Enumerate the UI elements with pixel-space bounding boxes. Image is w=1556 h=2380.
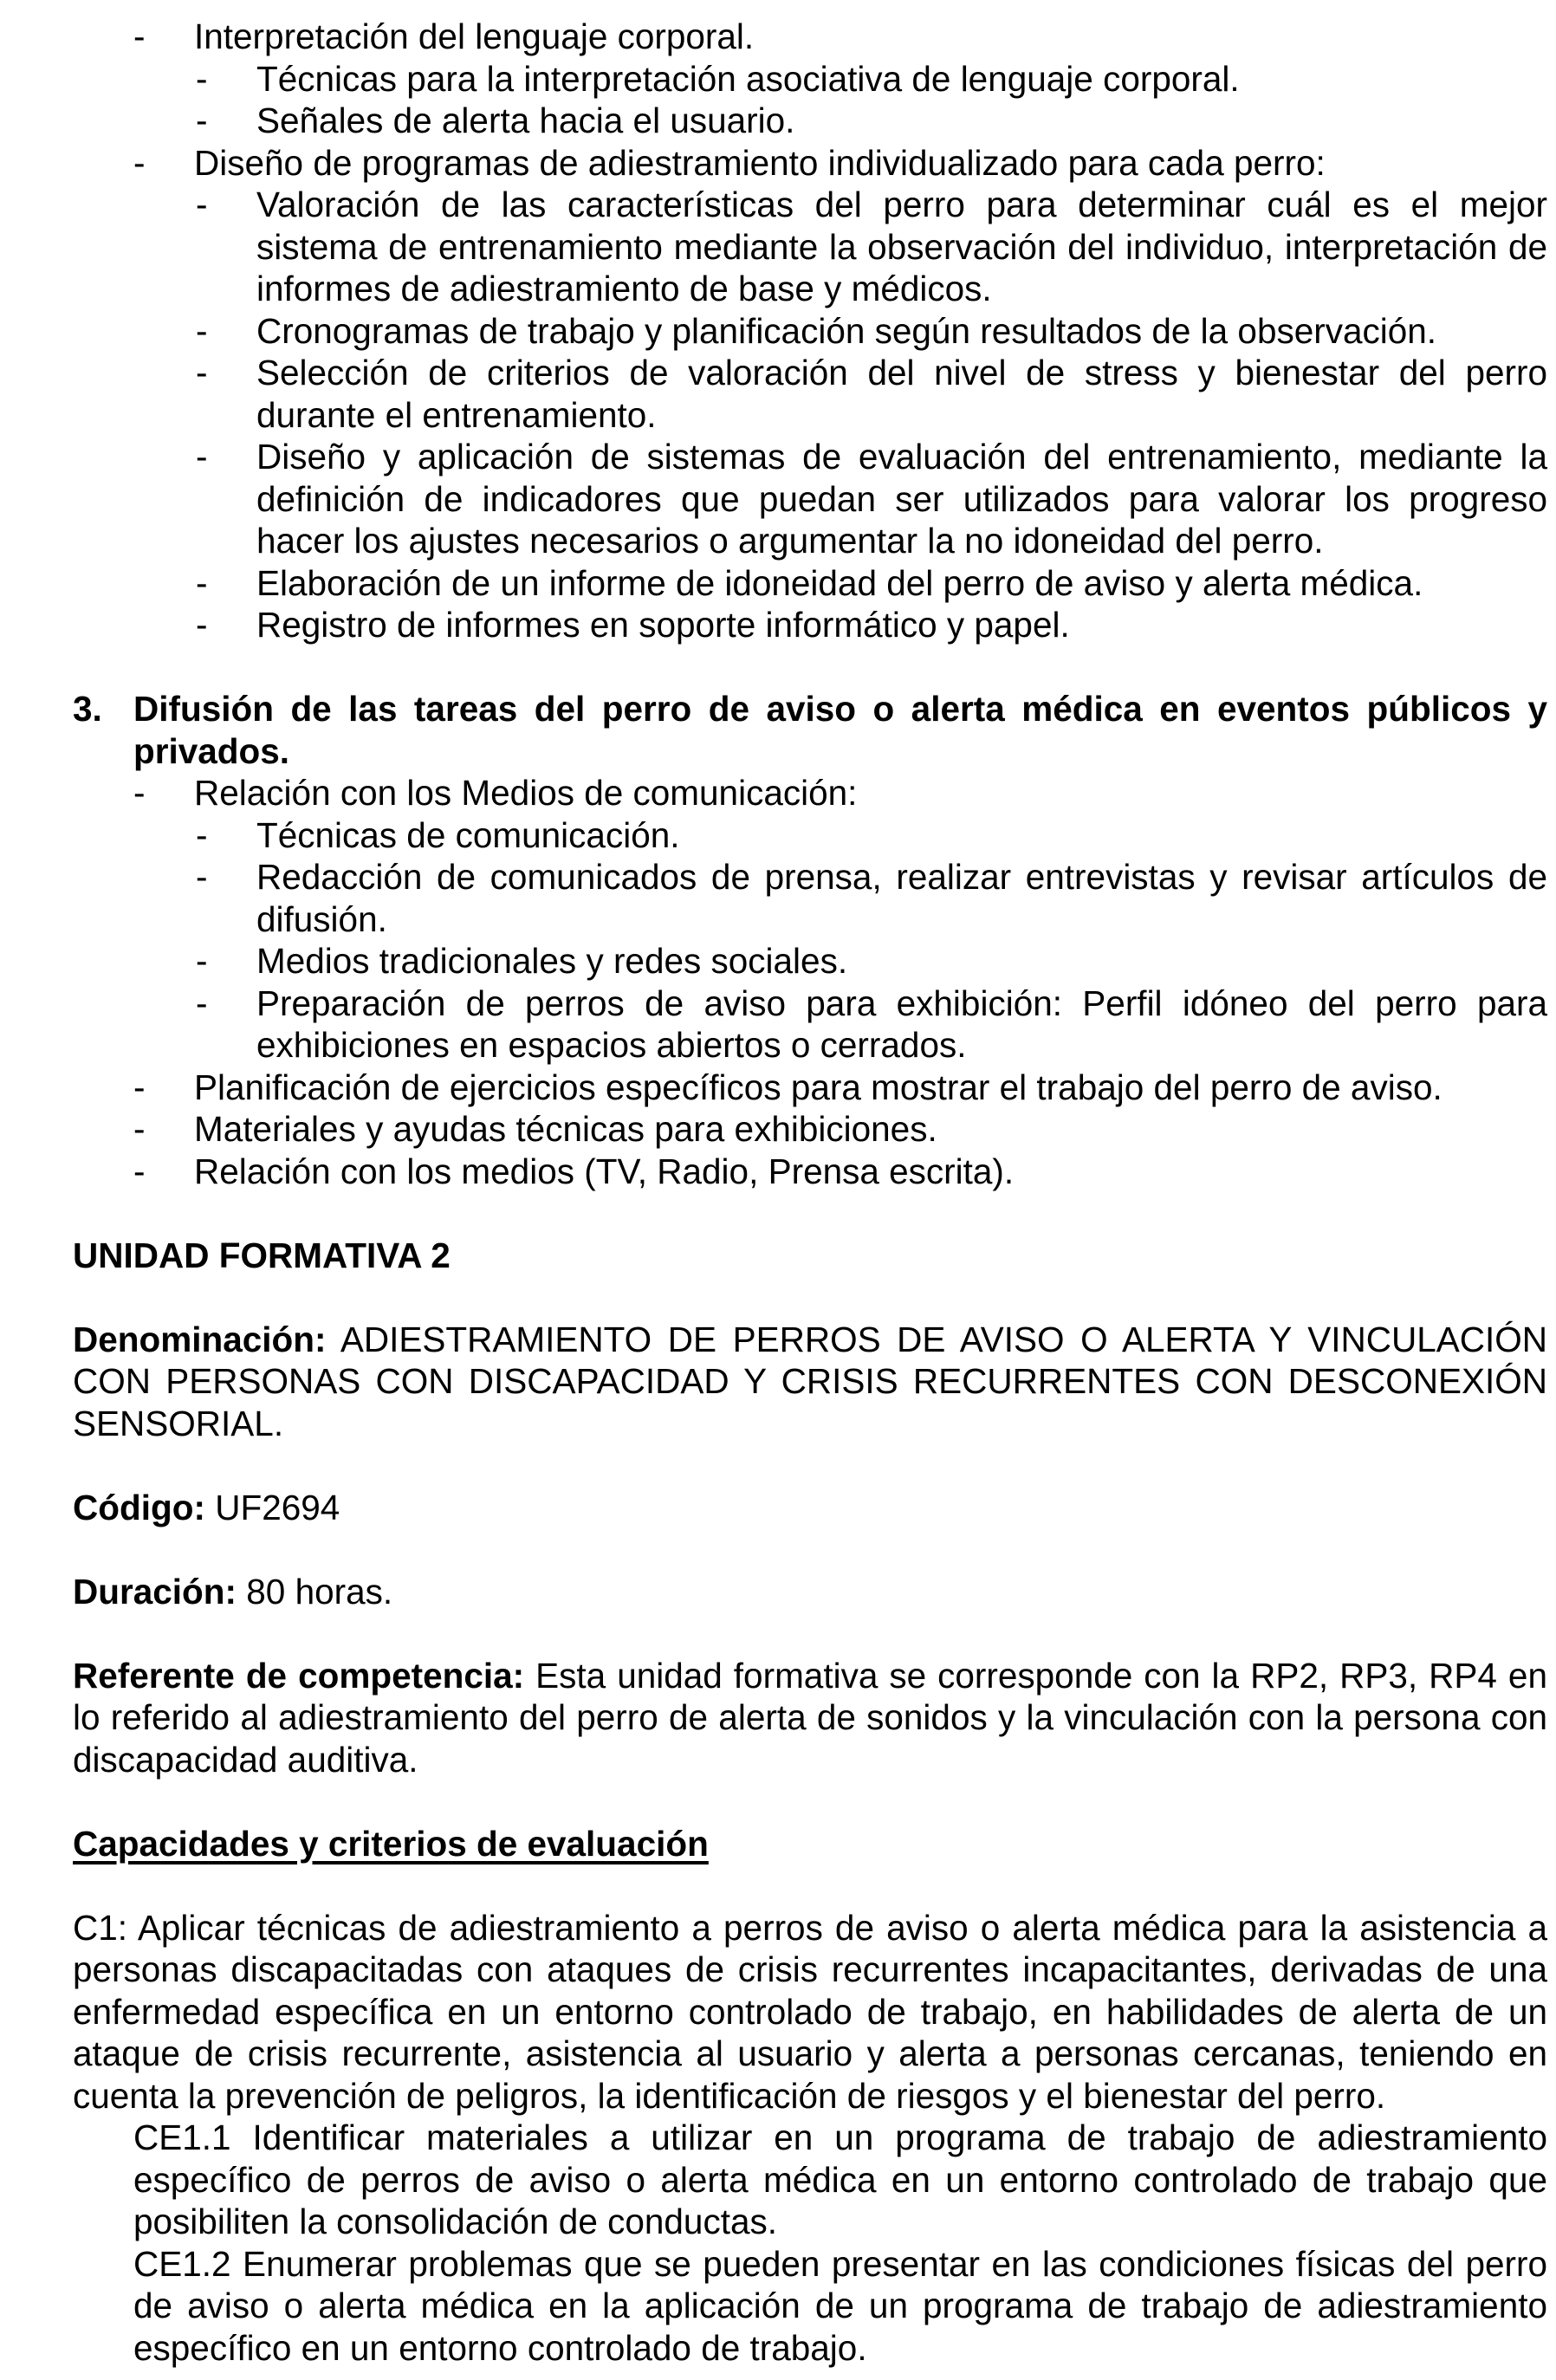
list-dash: - xyxy=(196,814,208,855)
list-dash: - xyxy=(196,562,208,603)
list-dash: - xyxy=(133,773,146,813)
list-item xyxy=(196,310,1547,353)
section-number: 3. xyxy=(73,689,102,729)
list-dash: - xyxy=(133,16,146,56)
spacer xyxy=(73,1864,1547,1907)
section-heading xyxy=(73,688,1547,772)
list-item xyxy=(196,58,1547,101)
list-item-text: Selección de criterios de valoración del nivel de stress y bienestar del perro durante el entrenamiento. xyxy=(256,353,1547,435)
document-page xyxy=(73,16,1547,2369)
list-item-text: Planificación de ejercicios específicos para mostrar el trabajo del perro de aviso. xyxy=(194,1067,1443,1107)
list-item xyxy=(196,604,1547,646)
list-item-text: Diseño de programas de adiestramiento individualizado para cada perro: xyxy=(194,142,1326,183)
list-item-text: Registro de informes en soporte informático y papel. xyxy=(256,605,1070,645)
list-item xyxy=(133,772,1547,814)
list-item-text: Señales de alerta hacia el usuario. xyxy=(256,101,795,140)
list-dash: - xyxy=(196,437,208,477)
section-heading-text: Difusión de las tareas del perro de aviso o alerta médica en eventos públicos y privados. xyxy=(133,689,1547,771)
referente-label: Referente de competencia: xyxy=(73,1655,525,1696)
list-item-text: Materiales y ayudas técnicas para exhibiciones. xyxy=(194,1109,937,1149)
list-item xyxy=(196,100,1547,142)
list-dash: - xyxy=(196,857,208,897)
list-dash: - xyxy=(133,142,146,183)
duracion-paragraph xyxy=(73,1571,1547,1613)
codigo-paragraph xyxy=(73,1487,1547,1529)
list-item xyxy=(196,562,1547,605)
list-item-text: Redacción de comunicados de prensa, realizar entrevistas y revisar artículos de difusión. xyxy=(256,857,1547,939)
list-item-text: Medios tradicionales y redes sociales. xyxy=(256,941,848,981)
criterio-ce1-2: CE1.2 Enumerar problemas que se pueden presentar en las condiciones físicas del perro de aviso o alerta médica en la aplicación de un programa de trabajo de adiestramiento específico en un entorno controlado de trabajo. xyxy=(133,2243,1547,2368)
list-dash: - xyxy=(196,605,208,645)
list-dash: - xyxy=(196,982,208,1023)
codigo-value: UF2694 xyxy=(215,1487,340,1527)
list-item xyxy=(196,436,1547,562)
duracion-value: 80 horas. xyxy=(246,1571,393,1612)
list-dash: - xyxy=(196,941,208,981)
list-dash: - xyxy=(196,58,208,99)
spacer xyxy=(73,1276,1547,1319)
list-item-text: Técnicas de comunicación. xyxy=(256,814,680,855)
list-dash: - xyxy=(133,1151,146,1191)
list-item xyxy=(196,940,1547,982)
list-item xyxy=(133,16,1547,58)
list-item-text: Elaboración de un informe de idoneidad del perro de aviso y alerta médica. xyxy=(256,562,1423,603)
list-dash: - xyxy=(196,310,208,351)
spacer xyxy=(73,1528,1547,1571)
denominacion-label: Denominación: xyxy=(73,1319,327,1359)
list-item xyxy=(196,856,1547,940)
list-item xyxy=(133,142,1547,185)
list-item xyxy=(133,1151,1547,1193)
list-item-text: Preparación de perros de aviso para exhibición: Perfil idóneo del perro para exhibiciones en espacios abiertos o cerrados. xyxy=(256,982,1547,1065)
list-item xyxy=(133,1108,1547,1151)
list-dash: - xyxy=(196,101,208,140)
spacer xyxy=(73,646,1547,689)
list-item xyxy=(133,1067,1547,1109)
referente-paragraph xyxy=(73,1655,1547,1781)
list-item-text: Técnicas para la interpretación asociativa de lenguaje corporal. xyxy=(256,58,1240,99)
list-item-text: Cronogramas de trabajo y planificación según resultados de la observación. xyxy=(256,310,1437,351)
spacer xyxy=(73,1192,1547,1235)
list-item-text: Valoración de las características del perro para determinar cuál es el mejor sistema de entrenamiento mediante la observación del individuo, interpretación de informes de adiestramiento de base y médicos. xyxy=(256,185,1547,308)
list-item-text: Relación con los Medios de comunicación: xyxy=(194,773,858,813)
list-dash: - xyxy=(196,185,208,224)
list-item-text: Diseño y aplicación de sistemas de evaluación del entrenamiento, mediante la definición de indicadores que puedan ser utilizados para valorar los progreso hacer los ajustes necesarios o argumentar la no idoneidad del perro. xyxy=(256,437,1547,561)
list-dash: - xyxy=(196,353,208,392)
unit-title: UNIDAD FORMATIVA 2 xyxy=(73,1235,451,1275)
referente-value: Esta unidad formativa se corresponde con la RP2, RP3, RP4 en lo referido al adiestramiento del perro de alerta de sonidos y la vinculación con la persona con discapacidad auditiva. xyxy=(73,1655,1547,1780)
list-item-text: Relación con los medios (TV, Radio, Prensa escrita). xyxy=(194,1151,1015,1191)
list-item xyxy=(196,352,1547,436)
criterio-ce1-1: CE1.1 Identificar materiales a utilizar en un programa de trabajo de adiestramiento específico de perros de aviso o alerta médica en un entorno controlado de trabajo que posibiliten la consolidación de conductas. xyxy=(133,2117,1547,2241)
duracion-label: Duración: xyxy=(73,1571,237,1612)
spacer xyxy=(73,1780,1547,1823)
list-item xyxy=(196,982,1547,1067)
list-dash: - xyxy=(133,1109,146,1149)
spacer xyxy=(73,1612,1547,1655)
denominacion-value: ADIESTRAMIENTO DE PERROS DE AVISO O ALERTA Y VINCULACIÓN CON PERSONAS CON DISCAPACIDAD Y CRISIS RECURRENTES CON DESCONEXIÓN SENSORIAL. xyxy=(73,1319,1547,1443)
list-item-text: Interpretación del lenguaje corporal. xyxy=(194,16,755,56)
list-item xyxy=(196,184,1547,310)
codigo-label: Código: xyxy=(73,1487,205,1527)
spacer xyxy=(73,1444,1547,1487)
list-item xyxy=(196,814,1547,857)
capacidades-heading: Capacidades y criterios de evaluación xyxy=(73,1823,709,1864)
list-dash: - xyxy=(133,1067,146,1107)
denominacion-paragraph xyxy=(73,1319,1547,1445)
capacidad-c1: C1: Aplicar técnicas de adiestramiento a perros de aviso o alerta médica para la asistencia a personas discapacitadas con ataques de crisis recurrentes incapacitantes, derivadas de una enfermedad específica en un entorno controlado de trabajo, en habilidades de alerta de un ataque de crisis recurrente, asistencia al usuario y alerta a personas cercanas, teniendo en cuenta la prevención de peligros, la identificación de riesgos y el bienestar del perro. xyxy=(73,1907,1547,2116)
